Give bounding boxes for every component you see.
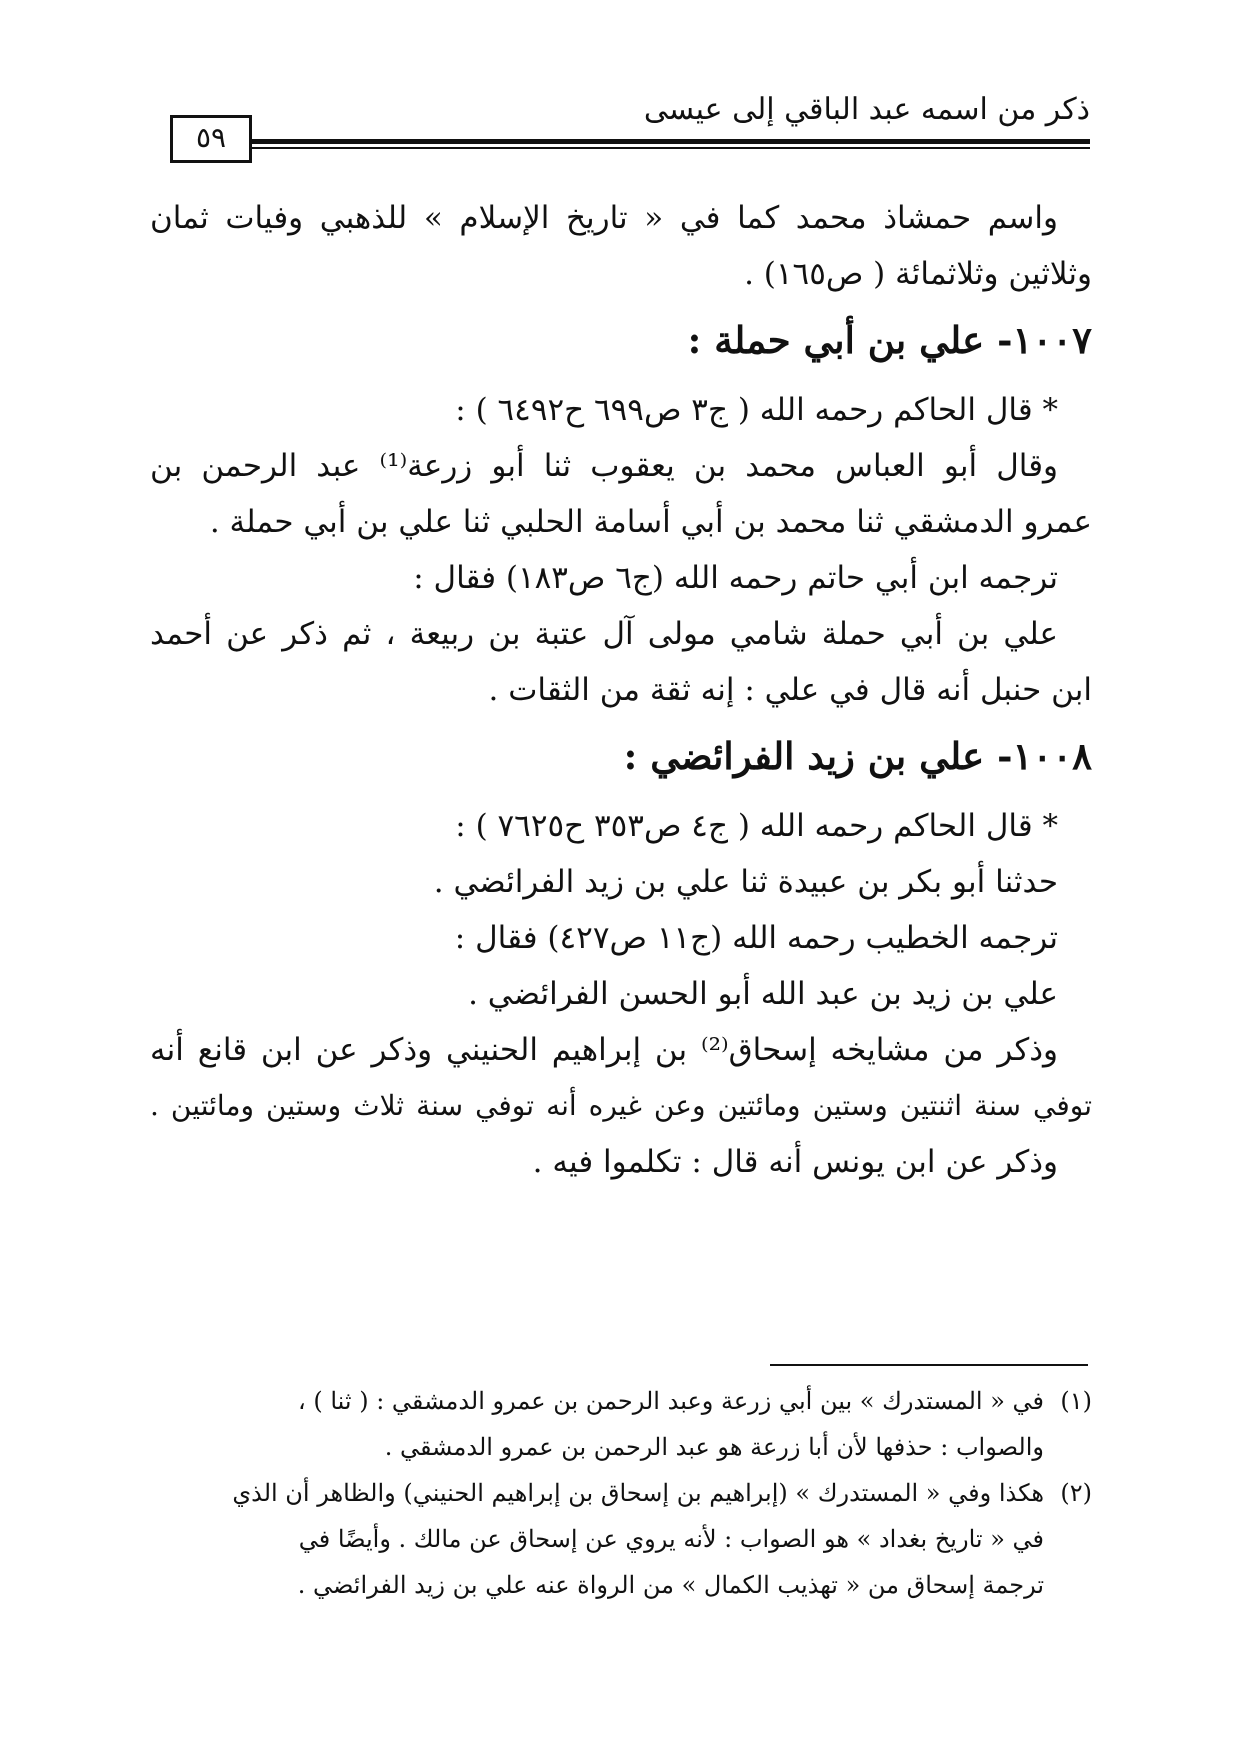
bio-line: توفي سنة اثنتين وستين ومائتين وعن غيره أنه توفي سنة ثلاث وستين ومائتين .	[150, 1089, 1092, 1122]
header-rule-thick	[252, 139, 1090, 144]
bio-line: وذكر عن ابن يونس أنه قال : تكلموا فيه .	[532, 1144, 1058, 1180]
footnote-text	[150, 1378, 1044, 1470]
footnote-line: والصواب : حذفها لأن أبا زرعة هو عبد الرحمن بن عمرو الدمشقي .	[384, 1433, 1044, 1461]
entry-heading-1007: ١٠٠٧- علي بن أبي حملة :	[687, 318, 1092, 362]
footnote-number: (١)	[1060, 1387, 1092, 1415]
text-line: وثلاثين وثلاثمائة ( ص١٦٥) .	[744, 256, 1092, 292]
footnote-line: هكذا وفي « المستدرك » (إبراهيم بن إسحاق بن إبراهيم الحنيني) والظاهر أن الذي	[232, 1479, 1044, 1507]
bio-line: علي بن أبي حملة شامي مولى آل عتبة بن ربيعة ، ثم ذكر عن أحمد	[150, 616, 1058, 652]
isnad-line: وقال أبو العباس محمد بن يعقوب ثنا أبو زرعة⁽¹⁾ عبد الرحمن بن	[150, 448, 1059, 484]
bio-line: ابن حنبل أنه قال في علي : إنه ثقة من الثقات .	[488, 672, 1092, 708]
footnote-line: في « تاريخ بغداد » هو الصواب : لأنه يروي عن إسحاق عن مالك . وأيضًا في	[298, 1525, 1044, 1553]
page-number-box: ٥٩	[170, 115, 252, 163]
footnote-1	[150, 1378, 1092, 1470]
footnote-2	[150, 1470, 1092, 1608]
source-citation: * قال الحاكم رحمه الله ( ج٤ ص٣٥٣ ح٧٦٢٥ ) :	[455, 808, 1058, 844]
tarjama-line: ترجمه الخطيب رحمه الله (ج١١ ص٤٢٧) فقال :	[454, 920, 1058, 956]
footnote-text	[150, 1470, 1044, 1608]
footnote-line: ترجمة إسحاق من « تهذيب الكمال » من الرواة عنه علي بن زيد الفرائضي .	[297, 1571, 1044, 1599]
source-citation: * قال الحاكم رحمه الله ( ج٣ ص٦٩٩ ح٦٤٩٢ ) :	[455, 392, 1058, 428]
main-text	[150, 190, 1092, 1190]
entry-heading-1008: ١٠٠٨- علي بن زيد الفرائضي :	[623, 734, 1092, 778]
isnad-line: عمرو الدمشقي ثنا محمد بن أبي أسامة الحلبي ثنا علي بن أبي حملة .	[209, 504, 1092, 540]
tarjama-line: ترجمه ابن أبي حاتم رحمه الله (ج٦ ص١٨٣) فقال :	[413, 560, 1058, 596]
footnote-separator	[770, 1364, 1088, 1366]
bio-line: وذكر من مشايخه إسحاق⁽²⁾ بن إبراهيم الحنيني وذكر عن ابن قانع أنه	[150, 1032, 1058, 1068]
footnotes	[150, 1378, 1092, 1608]
header-rule-thin	[252, 147, 1090, 149]
text-line: واسم حمشاذ محمد كما في « تاريخ الإسلام » للذهبي وفيات ثمان	[150, 200, 1058, 236]
footnote-line: في « المستدرك » بين أبي زرعة وعبد الرحمن بن عمرو الدمشقي : ( ثنا ) ،	[297, 1387, 1044, 1415]
running-header-title: ذكر من اسمه عبد الباقي إلى عيسى	[643, 92, 1090, 127]
isnad-line: حدثنا أبو بكر بن عبيدة ثنا علي بن زيد الفرائضي .	[433, 864, 1058, 900]
name-line: علي بن زيد بن عبد الله أبو الحسن الفرائضي .	[468, 976, 1058, 1012]
footnote-number: (٢)	[1060, 1479, 1092, 1507]
